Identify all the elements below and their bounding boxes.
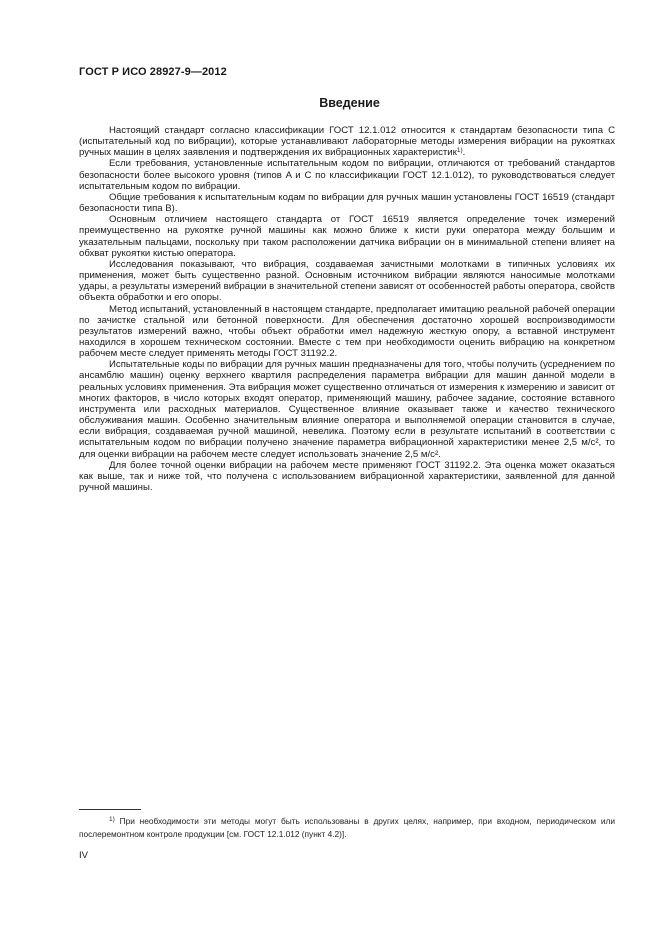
page-number: IV xyxy=(79,850,88,861)
footnote xyxy=(79,815,615,840)
paragraph-2: Если требования, установленные испытательным кодом по вибрации, отличаются от требований стандартов безопасности более высокого уровня (типов A и C по классификации ГОСТ 12.1.012), то руководствоваться следует испытательным кодом по вибрации. xyxy=(79,158,615,192)
footnote-ref[interactable]: 1) xyxy=(456,147,463,155)
section-title-wrap xyxy=(0,94,661,112)
paragraph-1: Настоящий стандарт согласно классификации ГОСТ 12.1.012 относится к стандартам безопасности типа C (испытательный код по вибрации), которые устанавливают лабораторные методы измерения вибрации на рукоятках ручных машин в целях заявления и подтверждения их вибрационных характеристик$^{1)}$. xyxy=(79,125,615,159)
section-title: Введение xyxy=(319,96,380,110)
paragraph-5: Исследования показывают, что вибрация, создаваемая зачистными молотками в типичных условиях их применения, может быть существенно разной. Основным источником вибрации являются наносимые молотками удары, а результаты измерений вибрации в значительной степени зависят от особенностей работы оператора, свойств объекта обработки и его опоры. xyxy=(79,258,615,304)
paragraph-3: Общие требования к испытательным кодам по вибрации для ручных машин установлены ГОСТ 16519 (стандарт безопасности типа B). xyxy=(79,191,615,215)
paragraph-4: Основным отличием настоящего стандарта от ГОСТ 16519 является определение точек измерений преимущественно на рукоятке ручной машины как можно ближе к кисти руки оператора между большим и указательным пальцами, поскольку при таком расположении датчика вибрации он в минимальной степени влияет на обхват рукоятки кистью оператора. xyxy=(79,214,615,259)
body-text xyxy=(79,125,615,493)
standard-code-header: ГОСТ Р ИСО 28927-9—2012 xyxy=(79,66,227,78)
footnote-marker: 1) xyxy=(109,816,115,823)
footnote-text: При необходимости эти методы могут быть использованы в других целях, например, при входном, периодическом или послеремонтном контроле продукции [см. ГОСТ 12.1.012 (пункт 4.2)]. xyxy=(79,816,615,839)
paragraph-7: Испытательные коды по вибрации для ручных машин предназначены для того, чтобы получить (усреднением по ансамблю машин) оценку верхнего квартиля распределения параметра вибрации для машин данной модели в реальных условиях применения. Эта вибрация может существенно отличаться от измерения к измерению и зависит от многих факторов, в число которых входят оператор, применяющий машину, рабочее задание, состояние вставного инструмента или расходных материалов. Существенное влияние оказывает также и качество технического обслуживания машин. Особенно значительным влияние оператора и выполняемой операции становится в случае, если вибрация, создаваемая ручной машиной, невелика. Поэтому если в результате испытаний в соответствии с испытательным кодом по вибрации получено значение параметра вибрационной характеристики менее 2,5 м/с², то для оценки вибрации на рабочем месте следует использовать значение 2,5 м/с². xyxy=(79,359,615,460)
paragraph-8: Для более точной оценки вибрации на рабочем месте применяют ГОСТ 31192.2. Эта оценка может оказаться как выше, так и ниже той, что получена с использованием вибрационной характеристики, заявленной для данной ручной машины. xyxy=(79,459,615,493)
paragraph-6: Метод испытаний, установленный в настоящем стандарте, предполагает имитацию реальной рабочей операции по зачистке стальной или бетонной поверхности. Для обеспечения достаточно хорошей воспроизводимости результатов измерений важно, чтобы объект обработки имел надежную жесткую опору, а вставной инструмент находился в хорошем техническом состоянии. Вместе с тем при необходимости оценить вибрацию на конкретном рабочем месте следует применять методы ГОСТ 31192.2. xyxy=(79,303,615,360)
footnote-divider xyxy=(79,809,141,810)
